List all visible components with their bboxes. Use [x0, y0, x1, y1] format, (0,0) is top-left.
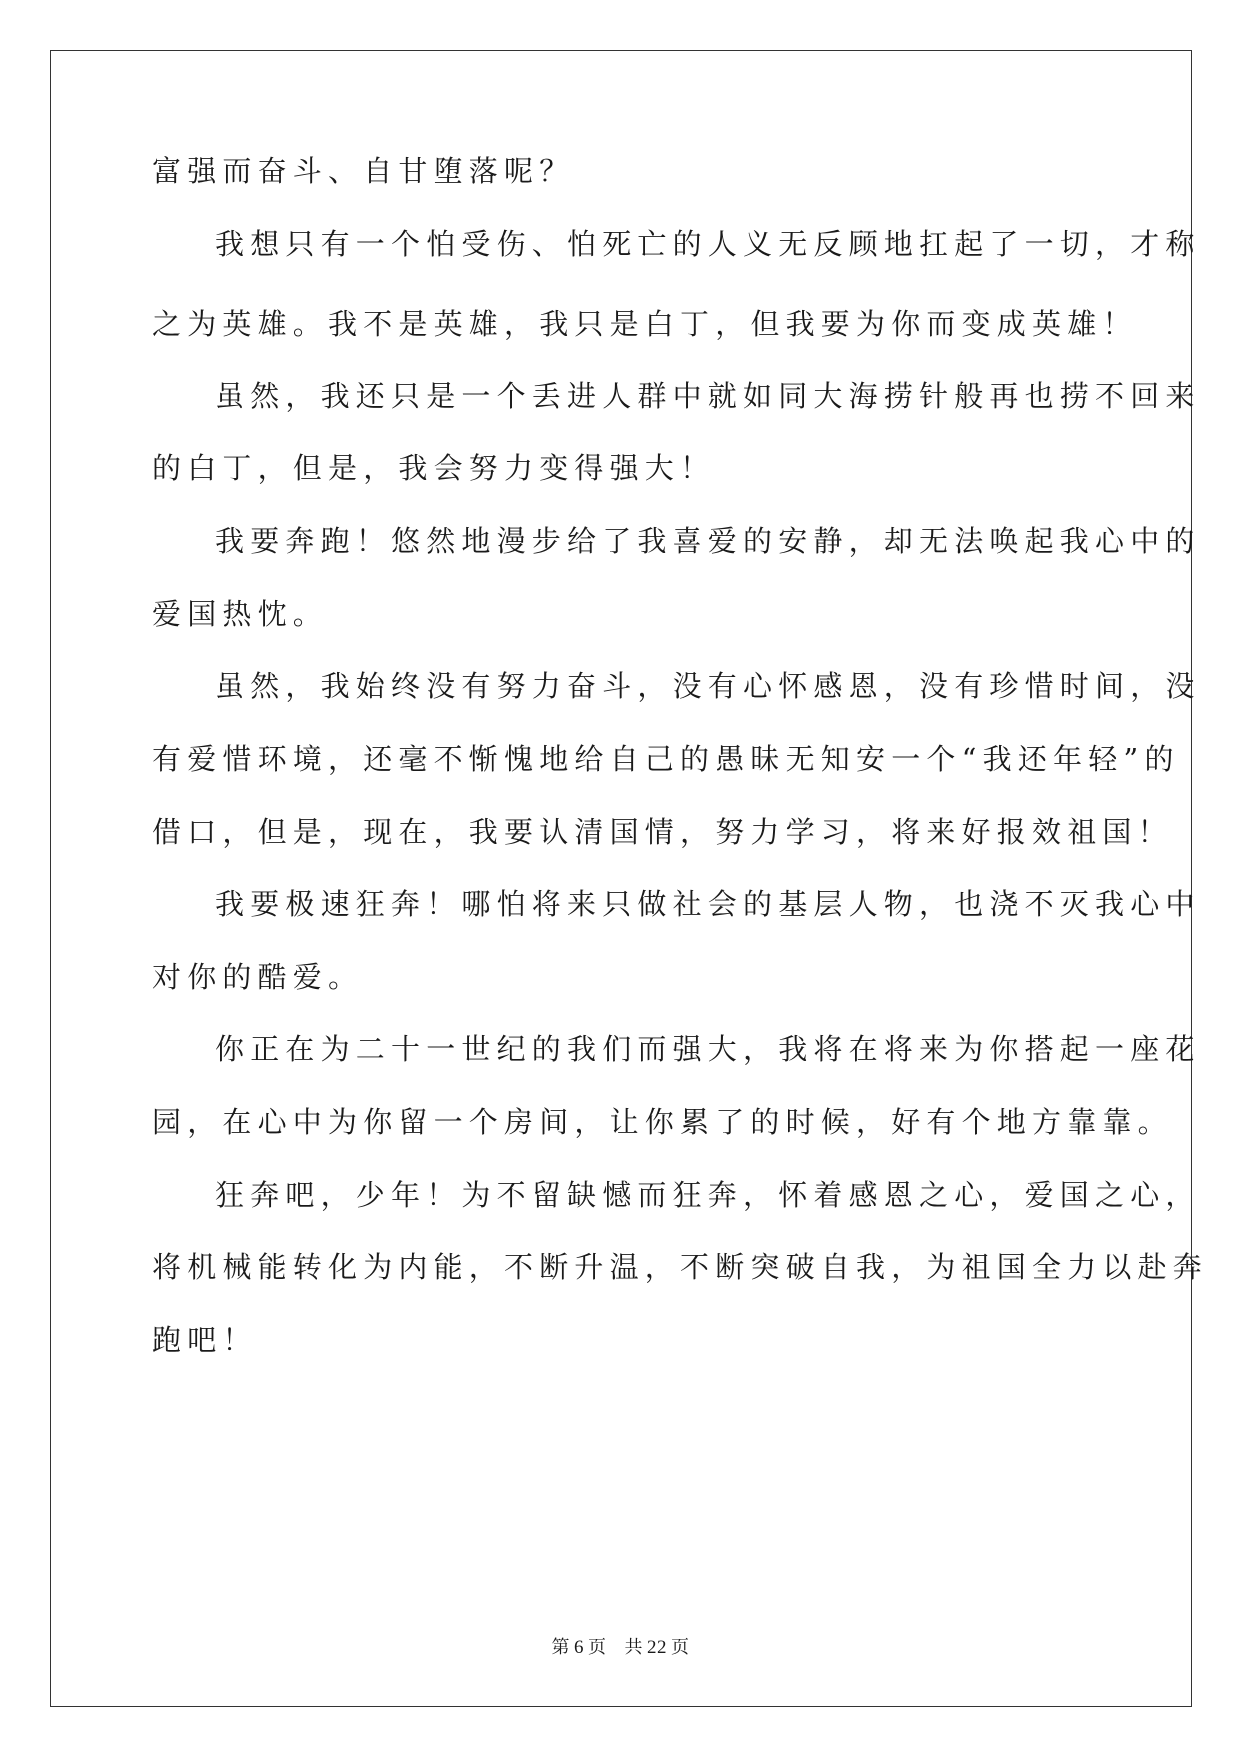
paragraph-line: 我要奔跑！悠然地漫步给了我喜爱的安静，却无法唤起我心中的 — [215, 524, 1201, 558]
paragraph-line: 你正在为二十一世纪的我们而强大，我将在将来为你搭起一座花 — [215, 1032, 1201, 1066]
paragraph-line: 富强而奋斗、自甘堕落呢？ — [152, 154, 575, 188]
paragraph-line: 之为英雄。我不是英雄，我只是白丁，但我要为你而变成英雄！ — [152, 307, 1138, 341]
page-prefix: 第 — [551, 1637, 570, 1658]
page-suffix: 页 — [588, 1637, 607, 1658]
paragraph-line: 虽然，我始终没有努力奋斗，没有心怀感恩，没有珍惜时间，没 — [215, 669, 1201, 703]
total-prefix: 共 — [624, 1637, 643, 1658]
paragraph-line: 园，在心中为你留一个房间，让你累了的时候，好有个地方靠靠。 — [152, 1105, 1173, 1139]
paragraph-line: 对你的酷爱。 — [152, 960, 364, 994]
paragraph-line: 有爱惜环境，还毫不惭愧地给自己的愚昧无知安一个“我还年轻”的 — [152, 742, 1180, 776]
page-border — [50, 50, 1192, 1707]
paragraph-line: 虽然，我还只是一个丢进人群中就如同大海捞针般再也捞不回来 — [215, 379, 1201, 413]
paragraph-line: 我要极速狂奔！哪怕将来只做社会的基层人物，也浇不灭我心中 — [215, 887, 1201, 921]
total-suffix: 页 — [671, 1637, 690, 1658]
paragraph-line: 借口，但是，现在，我要认清国情，努力学习，将来好报效祖国！ — [152, 815, 1173, 849]
total-page-number: 22 — [647, 1637, 667, 1658]
paragraph-line: 我想只有一个怕受伤、怕死亡的人义无反顾地扛起了一切，才称 — [215, 227, 1201, 261]
paragraph-line: 将机械能转化为内能，不断升温，不断突破自我，为祖国全力以赴奔 — [152, 1250, 1209, 1284]
page-footer — [0, 1633, 1241, 1659]
paragraph-line: 爱国热忱。 — [152, 597, 329, 631]
paragraph-line: 跑吧！ — [152, 1323, 258, 1357]
current-page-number: 6 — [574, 1637, 584, 1658]
paragraph-line: 狂奔吧，少年！为不留缺憾而狂奔，怀着感恩之心，爱国之心， — [215, 1178, 1201, 1212]
paragraph-line: 的白丁，但是，我会努力变得强大！ — [152, 451, 716, 485]
